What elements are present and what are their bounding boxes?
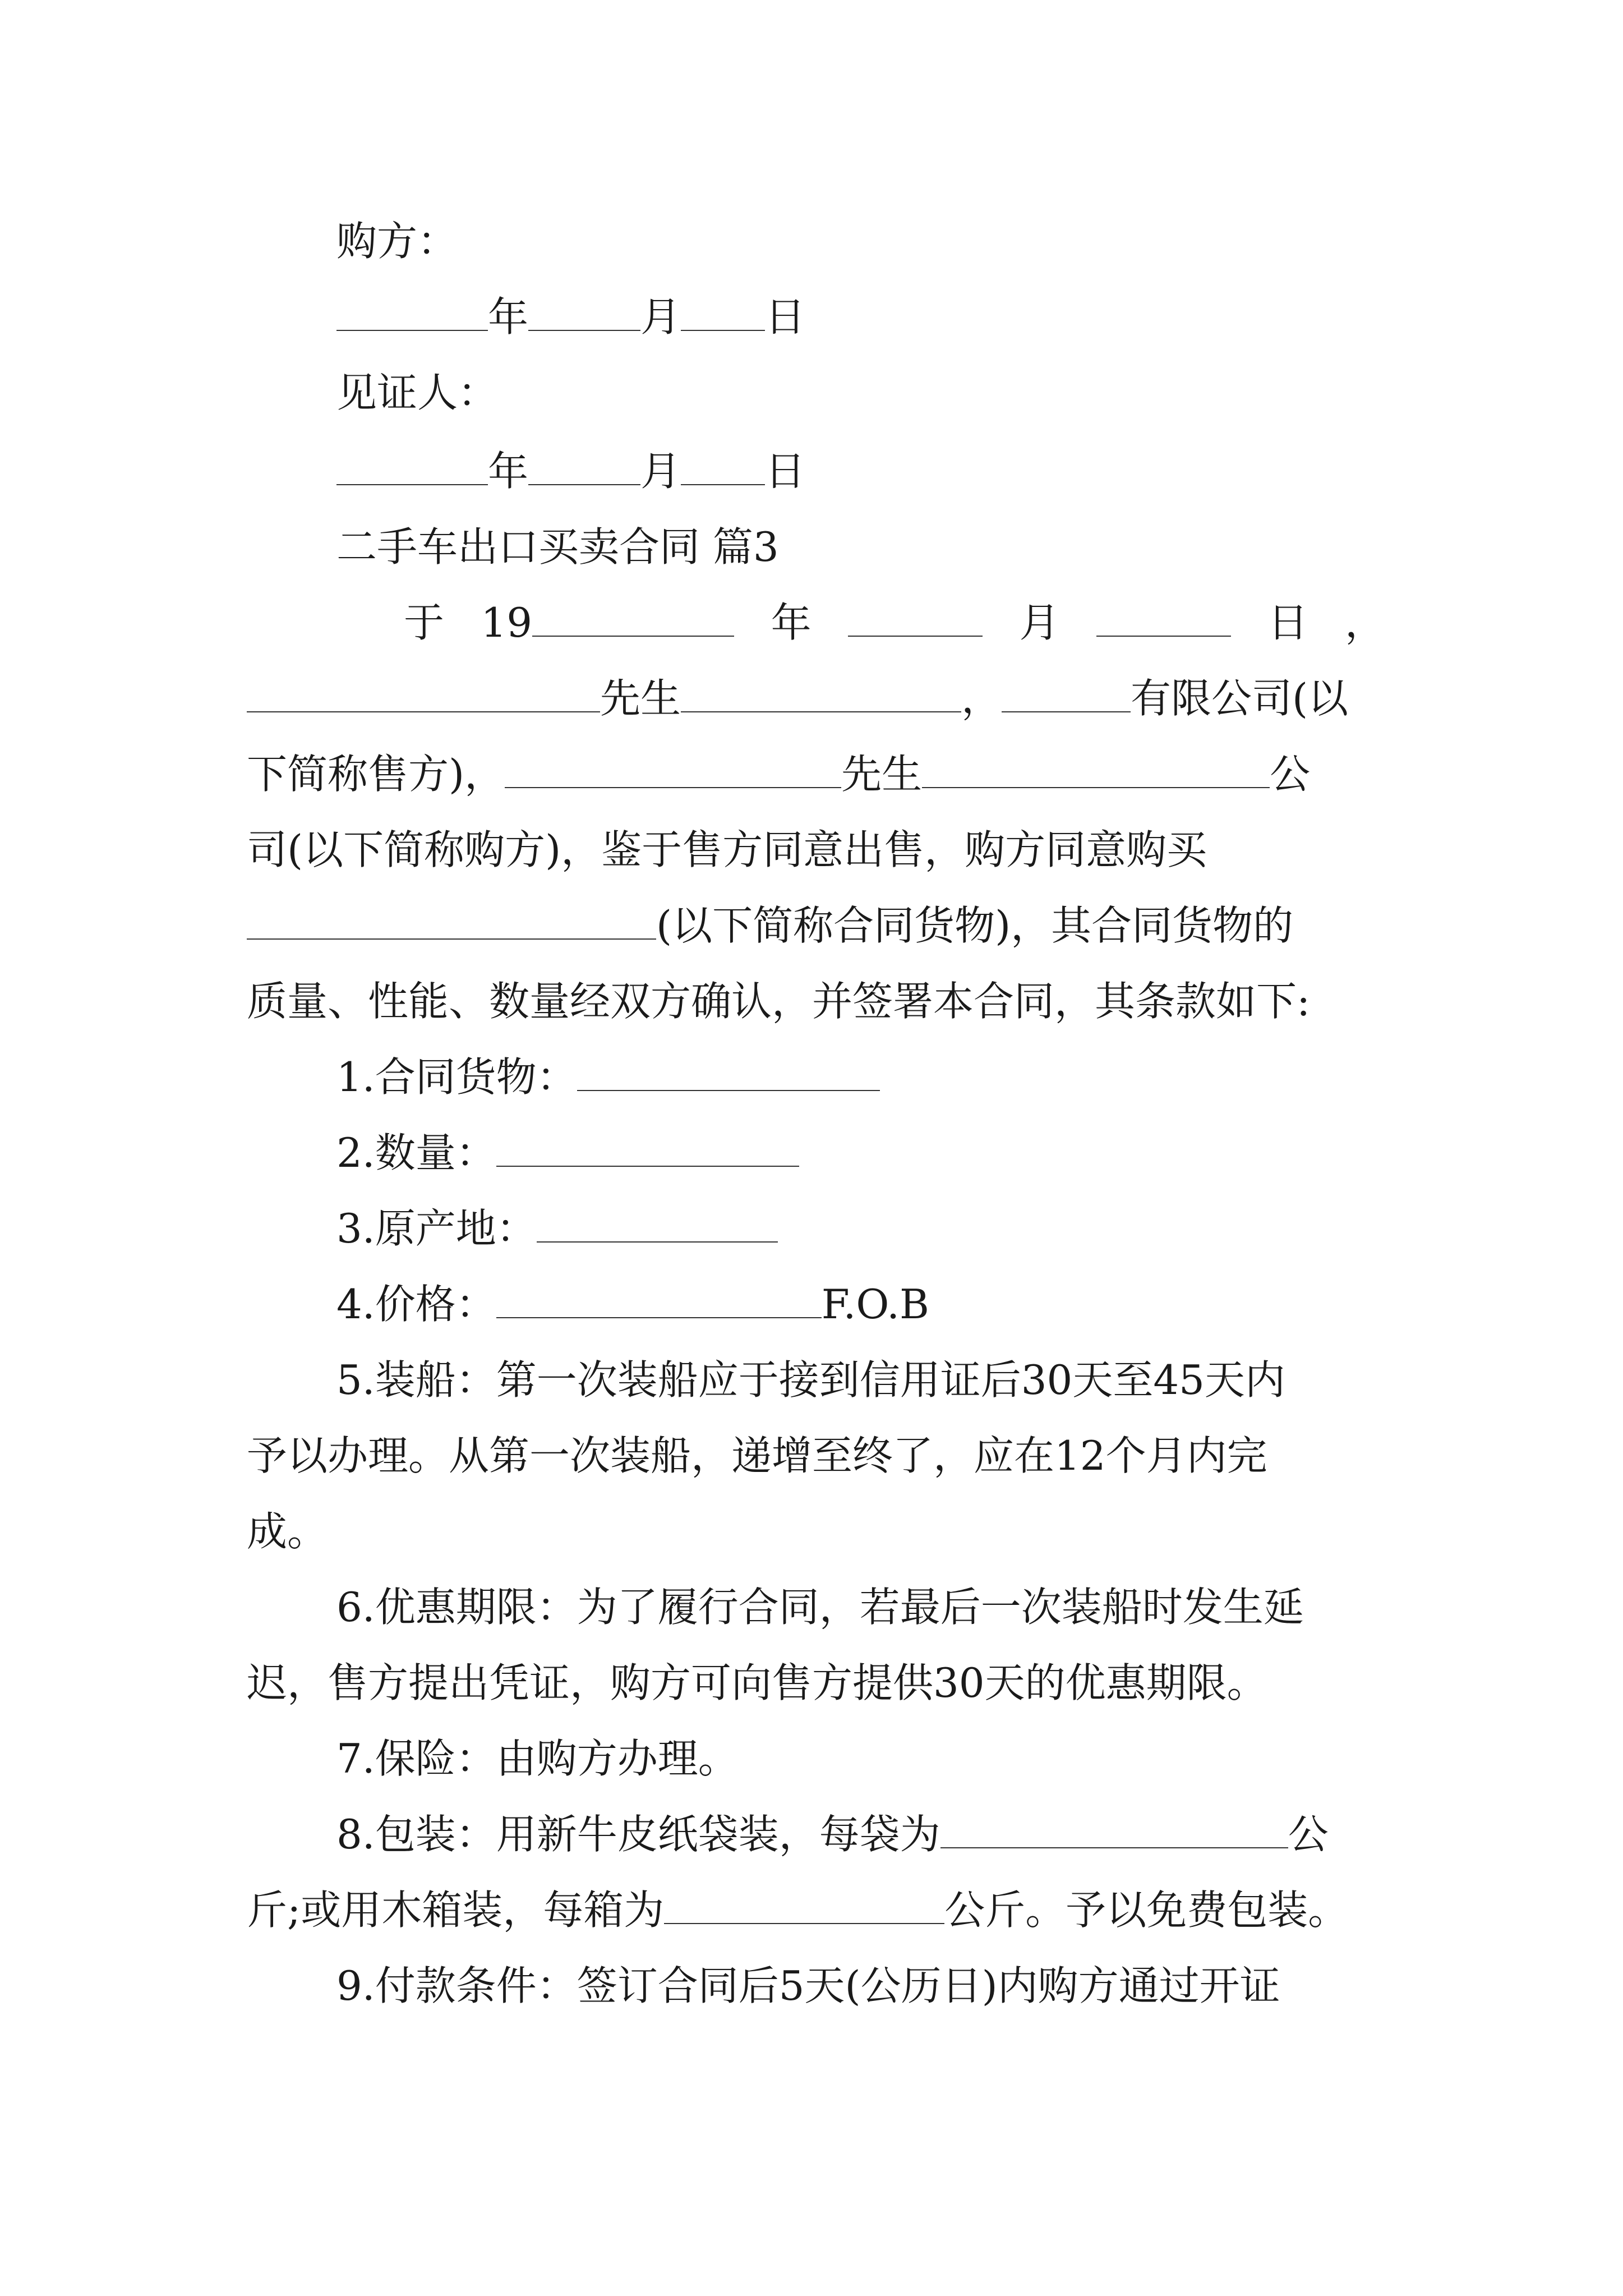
body-line: 司(以下简称购方)，鉴于售方同意出售，购方同意购买 [247, 826, 1207, 873]
body-line: 予以办理。从第一次装船，递增至终了，应在12个月内完 [247, 1432, 1267, 1479]
box-weight-blank [664, 1887, 944, 1924]
seller-company-blank [1002, 675, 1131, 712]
witness-label: 见证人： [336, 369, 499, 416]
buyer-date-line: 年 月 日 [336, 292, 1385, 342]
contract-date-line: 于 19 年 月 日 ， [404, 599, 1385, 646]
clause-2: 2.数量： [336, 1128, 1385, 1178]
clause-3: 3.原产地： [336, 1203, 1385, 1254]
month-blank [848, 600, 983, 637]
seller-title-blank [681, 675, 961, 712]
clause-6: 6.优惠期限：为了履行合同，若最后一次装船时发生延 [336, 1584, 1304, 1631]
goods-line: (以下简称合同货物)，其合同货物的 [247, 900, 1385, 951]
month-blank [528, 294, 640, 331]
buyer-company-blank [922, 751, 1270, 788]
clause-4: 4.价格： F.O.B [336, 1281, 929, 1328]
clause-8: 8.包装：用新牛皮纸袋装，每袋为 公 [336, 1811, 1329, 1858]
seller-party-line: 先生 ， 有限公司(以 [247, 673, 1385, 724]
day-blank [681, 448, 765, 485]
witness-date-line: 年 月 日 [336, 446, 1385, 496]
seller-name-blank [247, 675, 600, 712]
section-heading: 二手车出口买卖合同 篇3 [336, 523, 779, 570]
day-blank [681, 294, 765, 331]
body-line: 成。 [247, 1508, 328, 1555]
origin-blank [537, 1205, 778, 1243]
clause-9: 9.付款条件：签订合同后5天(公历日)内购方通过开证 [336, 1962, 1280, 2009]
buyer-name-blank [505, 751, 841, 788]
quantity-blank [496, 1130, 799, 1167]
year-blank [336, 448, 488, 485]
contract-goods-blank [577, 1054, 880, 1091]
bag-weight-blank [940, 1811, 1288, 1848]
year-blank [336, 294, 488, 331]
buyer-signature-label: 购方： [336, 218, 458, 265]
clause-1: 1.合同货物： [336, 1052, 1385, 1102]
year-blank [532, 600, 734, 637]
buyer-party-line: 下简称售方)， 先生 公 [247, 751, 1311, 798]
month-blank [528, 448, 640, 485]
day-blank [1096, 600, 1231, 637]
goods-blank [247, 903, 656, 940]
price-blank [496, 1281, 822, 1318]
body-line: 迟，售方提出凭证，购方可向售方提供30天的优惠期限。 [247, 1659, 1267, 1706]
body-line: 斤;或用木箱装，每箱为 公斤。予以免费包装。 [247, 1887, 1349, 1934]
clause-5: 5.装船：第一次装船应于接到信用证后30天至45天内 [336, 1356, 1285, 1404]
clause-7: 7.保险：由购方办理。 [336, 1735, 739, 1782]
body-line: 质量、性能、数量经双方确认，并签署本合同，其条款如下: [247, 978, 1311, 1025]
